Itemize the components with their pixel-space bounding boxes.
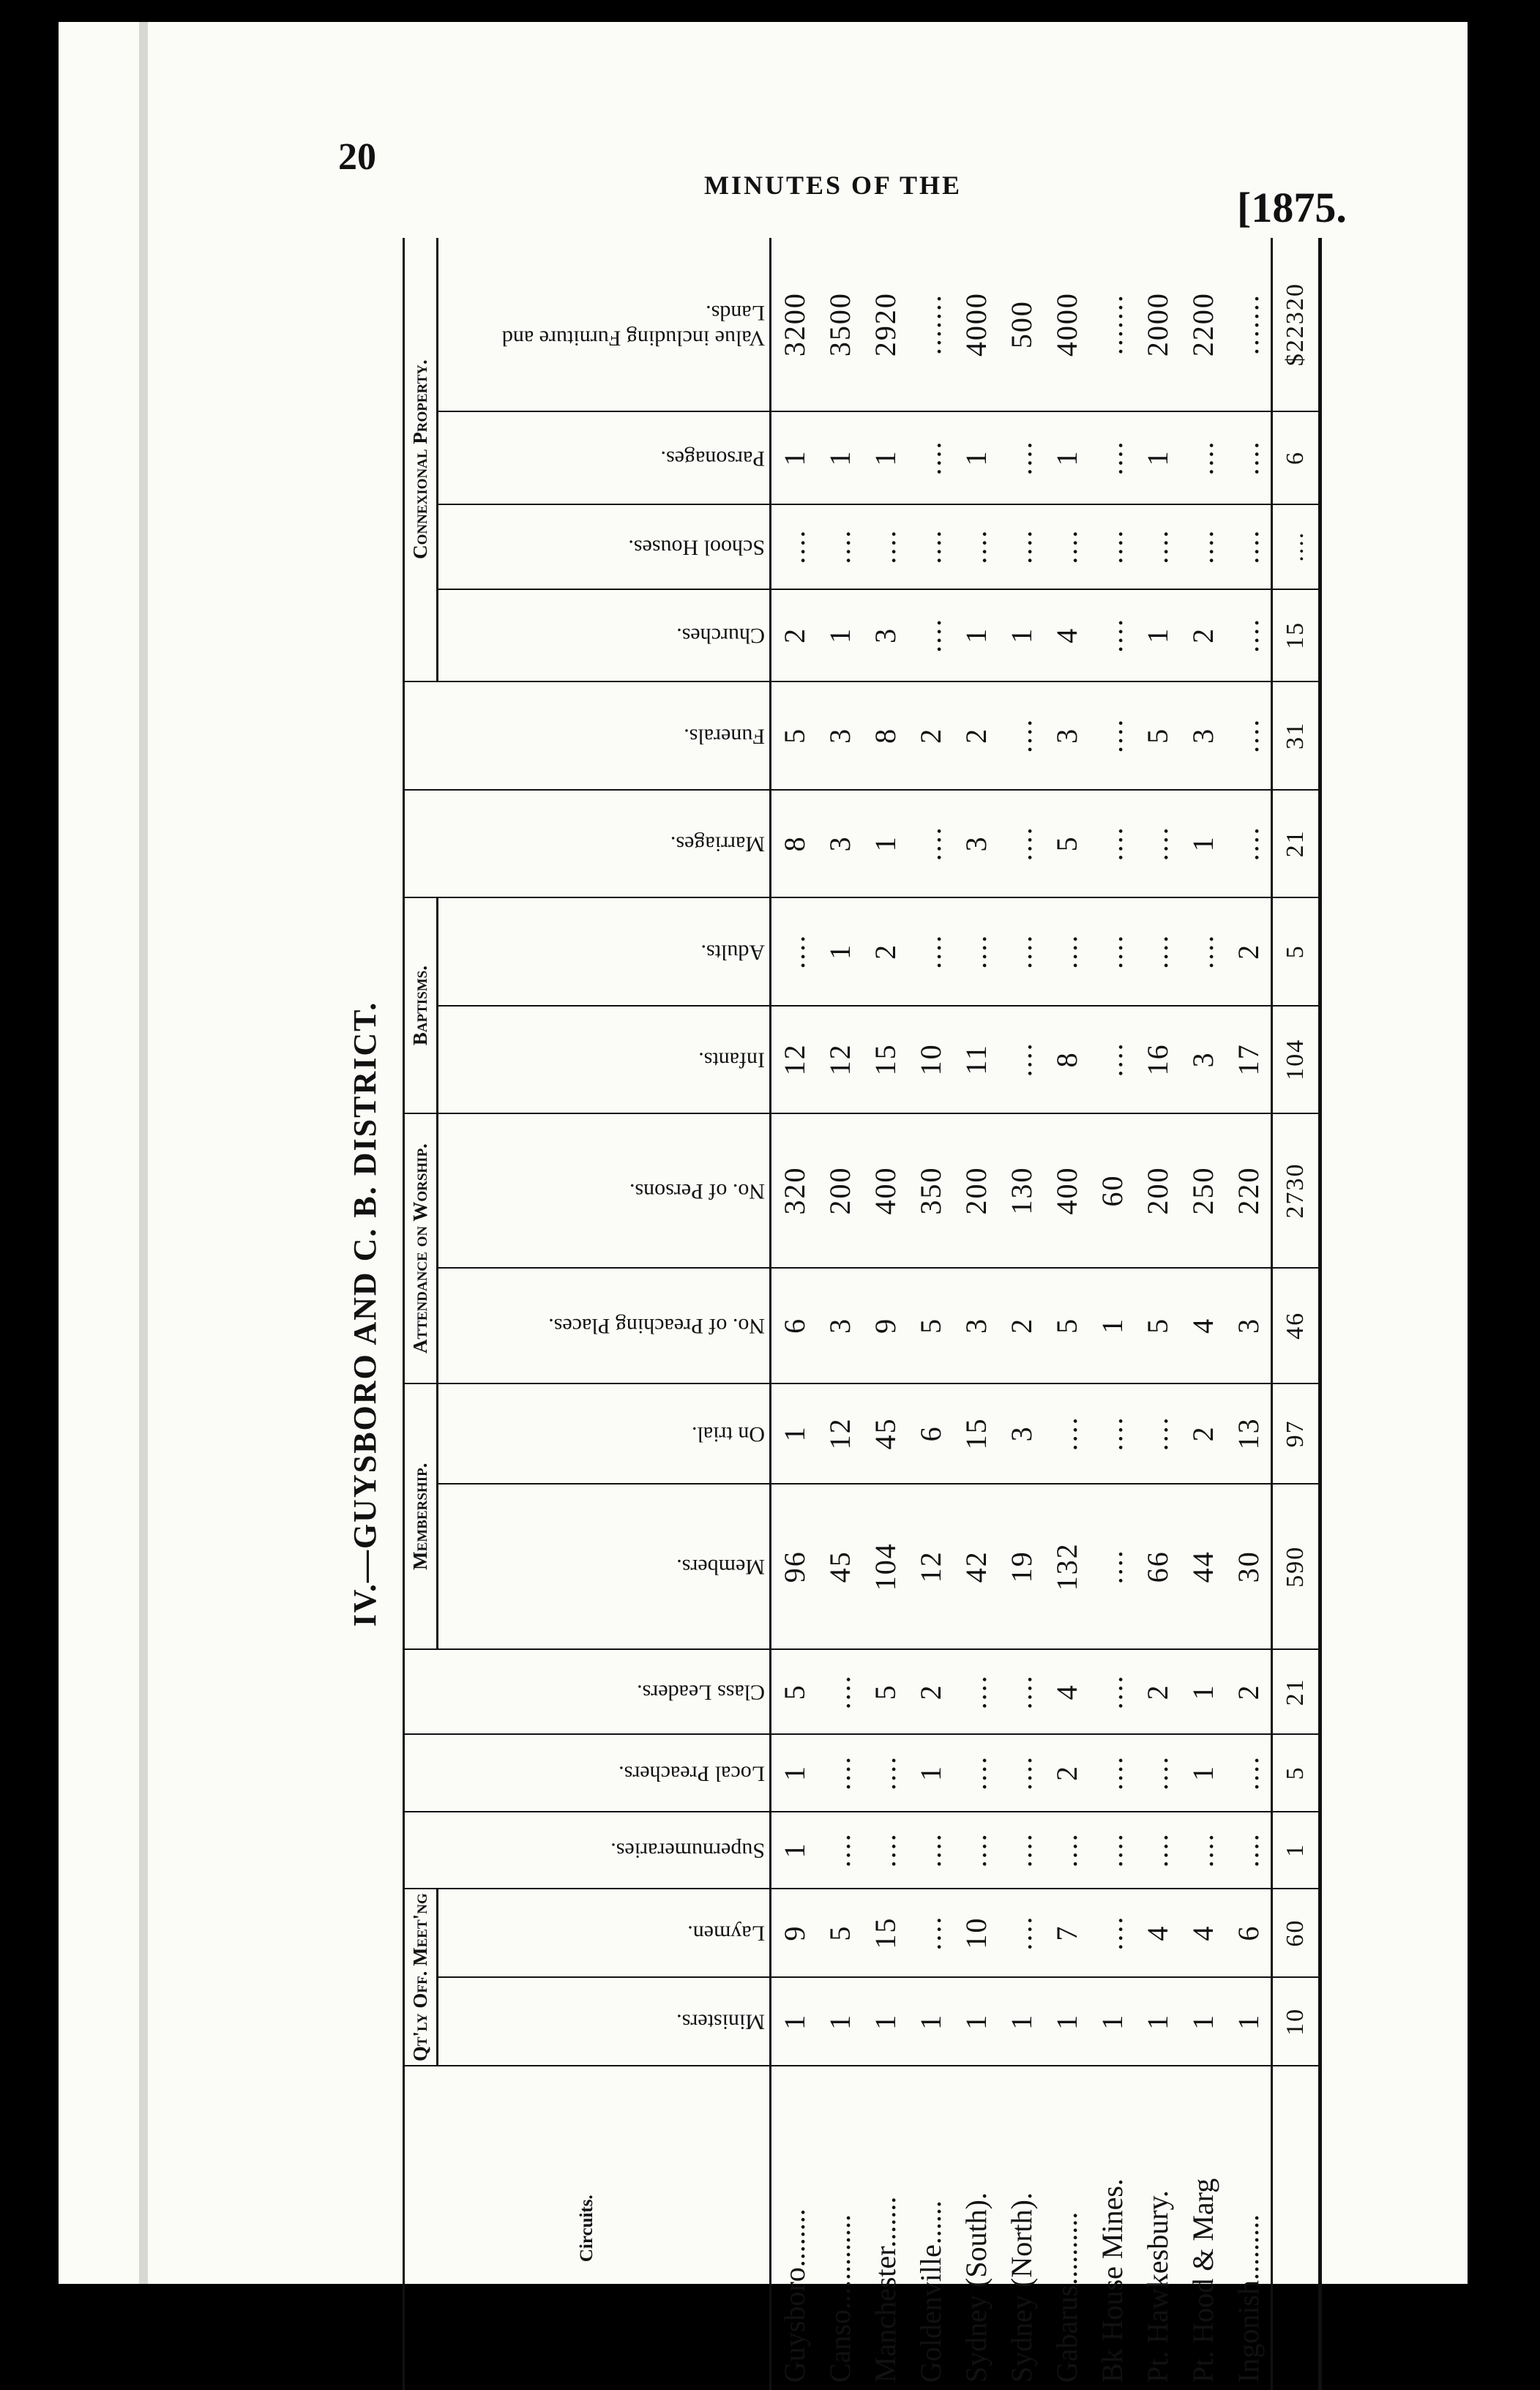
page-number: 20 [338, 136, 376, 178]
col-circuits: Circuits. [404, 2066, 771, 2390]
cell-funerals: .... [1225, 681, 1272, 790]
cell-churches: 2 [771, 589, 818, 681]
cell-circuit: Sydney (North). [1004, 2192, 1038, 2383]
cell-circuit [1272, 2066, 1320, 2390]
cell-adults: 2 [1225, 897, 1272, 1006]
cell-marriages: .... [998, 790, 1044, 898]
cell-parsonages: 1 [771, 411, 818, 504]
cell-ministers: 1 [1044, 1977, 1089, 2066]
cell-local: .... [998, 1734, 1044, 1811]
cell-ministers: 1 [817, 1977, 862, 2066]
table-row [771, 238, 818, 2390]
cell-leaders: .... [953, 1649, 998, 1734]
district-statistics-table [403, 238, 1322, 2390]
cell-parsonages: .... [908, 411, 953, 504]
cell-funerals: 3 [1180, 681, 1225, 790]
running-title: MINUTES OF THE [704, 171, 962, 200]
cell-persons: 250 [1180, 1113, 1225, 1268]
cell-super: .... [998, 1812, 1044, 1889]
cell-value: 4000 [1044, 238, 1089, 411]
cell-value: ....... [908, 238, 953, 411]
cell-local: 5 [1272, 1734, 1320, 1811]
cell-adults: .... [1089, 897, 1135, 1006]
cell-ministers: 1 [771, 1977, 818, 2066]
cell-marriages: 3 [953, 790, 998, 898]
cell-members: 42 [953, 1484, 998, 1650]
cell-adults: .... [953, 897, 998, 1006]
cell-leaders: 4 [1044, 1649, 1089, 1734]
table-row [953, 238, 998, 2390]
cell-marriages: 1 [1180, 790, 1225, 898]
cell-trial: 2 [1180, 1383, 1225, 1484]
cell-adults: 2 [862, 897, 908, 1006]
cell-value: $22320 [1272, 238, 1320, 411]
cell-places: 1 [1089, 1268, 1135, 1383]
group-membership: Membership. [404, 1383, 438, 1650]
cell-churches: 3 [862, 589, 908, 681]
cell-leaders: 1 [1180, 1649, 1225, 1734]
cell-infants: .... [998, 1006, 1044, 1114]
cell-persons: 320 [771, 1113, 818, 1268]
cell-ministers: 1 [953, 1977, 998, 2066]
cell-leaders: 2 [1225, 1649, 1272, 1734]
col-adults: Adults. [438, 897, 771, 1006]
cell-infants: 10 [908, 1006, 953, 1114]
cell-persons: 60 [1089, 1113, 1135, 1268]
cell-schools: .... [817, 504, 862, 589]
cell-circuit: Pt. Hawkesbury. [1140, 2190, 1174, 2383]
cell-trial: 1 [771, 1383, 818, 1484]
cell-members: 104 [862, 1484, 908, 1650]
cell-places: 3 [1225, 1268, 1272, 1383]
group-baptisms: Baptisms. [404, 897, 438, 1113]
cell-laymen: 15 [862, 1889, 908, 1977]
cell-funerals: 2 [908, 681, 953, 790]
cell-local: .... [862, 1734, 908, 1811]
cell-leaders: 2 [908, 1649, 953, 1734]
col-churches: Churches. [438, 589, 771, 681]
cell-marriages: 21 [1272, 790, 1320, 898]
cell-value: ....... [1225, 238, 1272, 411]
cell-super: .... [1089, 1812, 1135, 1889]
cell-schools: .... [908, 504, 953, 589]
cell-places: 4 [1180, 1268, 1225, 1383]
cell-leaders: 21 [1272, 1649, 1320, 1734]
cell-places: 46 [1272, 1268, 1320, 1383]
cell-members: 45 [817, 1484, 862, 1650]
cell-schools: .... [1225, 504, 1272, 589]
cell-funerals: 5 [771, 681, 818, 790]
cell-trial: .... [1135, 1383, 1180, 1484]
cell-super: .... [908, 1812, 953, 1889]
cell-places: 5 [1044, 1268, 1089, 1383]
cell-funerals: 3 [817, 681, 862, 790]
cell-laymen: 5 [817, 1889, 862, 1977]
cell-persons: 400 [1044, 1113, 1089, 1268]
cell-ministers: 1 [998, 1977, 1044, 2066]
cell-local: .... [817, 1734, 862, 1811]
cell-value: 4000 [953, 238, 998, 411]
cell-members: .... [1089, 1484, 1135, 1650]
cell-leaders: .... [817, 1649, 862, 1734]
cell-places: 3 [953, 1268, 998, 1383]
cell-local: 1 [771, 1734, 818, 1811]
cell-parsonages: 1 [862, 411, 908, 504]
group-connexional-property: Connexional Property. [404, 238, 438, 681]
col-supernumeraries: Supernumeraries. [404, 1812, 771, 1889]
table-row [908, 238, 953, 2390]
cell-value: 3200 [771, 238, 818, 411]
cell-parsonages: .... [1089, 411, 1135, 504]
cell-places: 9 [862, 1268, 908, 1383]
cell-churches: 15 [1272, 589, 1320, 681]
cell-trial: 15 [953, 1383, 998, 1484]
cell-laymen: 4 [1135, 1889, 1180, 1977]
cell-marriages: 5 [1044, 790, 1089, 898]
cell-parsonages: 1 [1135, 411, 1180, 504]
cell-laymen: .... [908, 1889, 953, 1977]
cell-funerals: .... [1089, 681, 1135, 790]
cell-super: .... [817, 1812, 862, 1889]
cell-adults: 1 [817, 897, 862, 1006]
totals-row [1272, 238, 1320, 2390]
cell-super: .... [1180, 1812, 1225, 1889]
cell-ministers: 10 [1272, 1977, 1320, 2066]
cell-leaders: 5 [862, 1649, 908, 1734]
cell-super: .... [862, 1812, 908, 1889]
cell-churches: 1 [998, 589, 1044, 681]
col-members: Members. [438, 1484, 771, 1650]
col-funerals: Funerals. [404, 681, 771, 790]
cell-funerals: 3 [1044, 681, 1089, 790]
cell-trial: 97 [1272, 1383, 1320, 1484]
cell-schools: .... [1044, 504, 1089, 589]
cell-leaders: .... [998, 1649, 1044, 1734]
cell-trial: 3 [998, 1383, 1044, 1484]
cell-laymen: .... [998, 1889, 1044, 1977]
cell-persons: 200 [953, 1113, 998, 1268]
table-row [1180, 238, 1225, 2390]
cell-circuit: Sydney (South). [959, 2192, 993, 2383]
col-property-value: Value including Furniture and Lands. [438, 238, 771, 411]
cell-laymen: .... [1089, 1889, 1135, 1977]
cell-trial: 12 [817, 1383, 862, 1484]
cell-infants: 12 [771, 1006, 818, 1114]
cell-circuit: Pt. Hood & Marg [1186, 2178, 1219, 2383]
cell-circuit: Guysboro........ [777, 2208, 811, 2383]
cell-local: .... [953, 1734, 998, 1811]
cell-places: 6 [771, 1268, 818, 1383]
cell-circuit: Canso............. [823, 2214, 856, 2383]
cell-funerals: 31 [1272, 681, 1320, 790]
col-ministers: Ministers. [438, 1977, 771, 2066]
table-title: IV.—GUYSBORO AND C. B. DISTRICT. [347, 1001, 383, 1627]
col-laymen: Laymen. [438, 1889, 771, 1977]
cell-adults: 5 [1272, 897, 1320, 1006]
cell-marriages: 3 [817, 790, 862, 898]
cell-infants: 104 [1272, 1006, 1320, 1114]
cell-circuit: Gabarus.......... [1050, 2211, 1083, 2383]
page-gutter [139, 22, 148, 2284]
table-row [1044, 238, 1089, 2390]
cell-marriages: .... [1135, 790, 1180, 898]
cell-parsonages: 1 [1044, 411, 1089, 504]
year-label: [1875. [1237, 184, 1347, 231]
cell-laymen: 7 [1044, 1889, 1089, 1977]
cell-places: 5 [908, 1268, 953, 1383]
col-persons: No. of Persons. [438, 1113, 771, 1268]
cell-schools: .... [953, 504, 998, 589]
cell-funerals: 8 [862, 681, 908, 790]
cell-churches: .... [908, 589, 953, 681]
cell-super: .... [1135, 1812, 1180, 1889]
cell-infants: 16 [1135, 1006, 1180, 1114]
cell-local: 2 [1044, 1734, 1089, 1811]
cell-marriages: .... [1225, 790, 1272, 898]
group-qtly-meeting: Qt'ly Off. Meet'ng [404, 1889, 438, 2066]
cell-circuit: Ingonish......... [1231, 2214, 1265, 2383]
cell-parsonages: .... [998, 411, 1044, 504]
cell-schools: .... [1180, 504, 1225, 589]
cell-infants: 11 [953, 1006, 998, 1114]
cell-laymen: 60 [1272, 1889, 1320, 1977]
table-row [1135, 238, 1180, 2390]
cell-value: 3500 [817, 238, 862, 411]
cell-laymen: 6 [1225, 1889, 1272, 1977]
cell-super: 1 [771, 1812, 818, 1889]
cell-marriages: .... [908, 790, 953, 898]
cell-trial: 6 [908, 1383, 953, 1484]
cell-places: 2 [998, 1268, 1044, 1383]
col-parsonages: Parsonages. [438, 411, 771, 504]
cell-persons: 130 [998, 1113, 1044, 1268]
cell-members: 30 [1225, 1484, 1272, 1650]
cell-marriages: 8 [771, 790, 818, 898]
cell-funerals: .... [998, 681, 1044, 790]
table-row [1089, 238, 1135, 2390]
rotated-table-block [347, 238, 1328, 2390]
cell-ministers: 1 [862, 1977, 908, 2066]
cell-members: 132 [1044, 1484, 1089, 1650]
cell-members: 12 [908, 1484, 953, 1650]
cell-marriages: .... [1089, 790, 1135, 898]
cell-infants: .... [1089, 1006, 1135, 1114]
cell-parsonages: .... [1180, 411, 1225, 504]
cell-schools: .... [1135, 504, 1180, 589]
cell-churches: 1 [1135, 589, 1180, 681]
cell-super: .... [953, 1812, 998, 1889]
cell-parsonages: 1 [817, 411, 862, 504]
col-on-trial: On trial. [438, 1383, 771, 1484]
cell-circuit: Manchester....... [868, 2196, 902, 2383]
cell-persons: 220 [1225, 1113, 1272, 1268]
cell-value: ....... [1089, 238, 1135, 411]
cell-value: 500 [998, 238, 1044, 411]
cell-persons: 200 [1135, 1113, 1180, 1268]
cell-ministers: 1 [1135, 1977, 1180, 2066]
cell-leaders: 5 [771, 1649, 818, 1734]
cell-local: .... [1135, 1734, 1180, 1811]
cell-persons: 400 [862, 1113, 908, 1268]
cell-infants: 17 [1225, 1006, 1272, 1114]
cell-super: 1 [1272, 1812, 1320, 1889]
cell-adults: .... [908, 897, 953, 1006]
cell-churches: 2 [1180, 589, 1225, 681]
cell-value: 2200 [1180, 238, 1225, 411]
cell-laymen: 10 [953, 1889, 998, 1977]
cell-funerals: 5 [1135, 681, 1180, 790]
col-school-houses: School Houses. [438, 504, 771, 589]
cell-members: 19 [998, 1484, 1044, 1650]
cell-infants: 3 [1180, 1006, 1225, 1114]
cell-persons: 200 [817, 1113, 862, 1268]
cell-places: 5 [1135, 1268, 1180, 1383]
cell-schools: .... [1089, 504, 1135, 589]
cell-members: 44 [1180, 1484, 1225, 1650]
cell-circuit: Bk House Mines. [1095, 2178, 1129, 2383]
cell-super: .... [1044, 1812, 1089, 1889]
cell-parsonages: 1 [953, 411, 998, 504]
cell-local: 1 [908, 1734, 953, 1811]
cell-adults: .... [1180, 897, 1225, 1006]
cell-local: 1 [1180, 1734, 1225, 1811]
cell-schools: .... [862, 504, 908, 589]
cell-persons: 350 [908, 1113, 953, 1268]
cell-members: 96 [771, 1484, 818, 1650]
cell-churches: 1 [953, 589, 998, 681]
cell-churches: 4 [1044, 589, 1089, 681]
cell-schools: .... [771, 504, 818, 589]
cell-schools: .... [998, 504, 1044, 589]
cell-members: 590 [1272, 1484, 1320, 1650]
cell-churches: .... [1089, 589, 1135, 681]
cell-infants: 12 [817, 1006, 862, 1114]
table-row [817, 238, 862, 2390]
cell-infants: 15 [862, 1006, 908, 1114]
col-marriages: Marriages. [404, 790, 771, 898]
cell-ministers: 1 [1089, 1977, 1135, 2066]
col-class-leaders: Class Leaders. [404, 1649, 771, 1734]
cell-parsonages: 6 [1272, 411, 1320, 504]
cell-parsonages: .... [1225, 411, 1272, 504]
cell-local: .... [1089, 1734, 1135, 1811]
cell-laymen: 9 [771, 1889, 818, 1977]
cell-trial: 45 [862, 1383, 908, 1484]
cell-ministers: 1 [908, 1977, 953, 2066]
cell-persons: 2730 [1272, 1113, 1320, 1268]
cell-leaders: .... [1089, 1649, 1135, 1734]
cell-circuit: Goldenville...... [913, 2200, 947, 2383]
cell-trial: .... [1044, 1383, 1089, 1484]
cell-value: 2000 [1135, 238, 1180, 411]
cell-churches: 1 [817, 589, 862, 681]
col-local-preachers: Local Preachers. [404, 1734, 771, 1811]
cell-adults: .... [998, 897, 1044, 1006]
table-body [771, 238, 1320, 2390]
cell-adults: .... [1135, 897, 1180, 1006]
cell-ministers: 1 [1180, 1977, 1225, 2066]
group-attendance: Attendance on Worship. [404, 1113, 438, 1383]
cell-leaders: 2 [1135, 1649, 1180, 1734]
cell-funerals: 2 [953, 681, 998, 790]
cell-ministers: 1 [1225, 1977, 1272, 2066]
col-infants: Infants. [438, 1006, 771, 1114]
col-preaching-places: No. of Preaching Places. [438, 1268, 771, 1383]
cell-marriages: 1 [862, 790, 908, 898]
cell-value: 2920 [862, 238, 908, 411]
cell-places: 3 [817, 1268, 862, 1383]
cell-super: .... [1225, 1812, 1272, 1889]
table-row [1225, 238, 1272, 2390]
cell-laymen: 4 [1180, 1889, 1225, 1977]
table-row [862, 238, 908, 2390]
cell-adults: .... [1044, 897, 1089, 1006]
cell-trial: 13 [1225, 1383, 1272, 1484]
cell-members: 66 [1135, 1484, 1180, 1650]
cell-infants: 8 [1044, 1006, 1089, 1114]
table-row [998, 238, 1044, 2390]
cell-churches: .... [1225, 589, 1272, 681]
cell-trial: .... [1089, 1383, 1135, 1484]
cell-local: .... [1225, 1734, 1272, 1811]
cell-adults: .... [771, 897, 818, 1006]
cell-schools: .... [1272, 504, 1320, 589]
